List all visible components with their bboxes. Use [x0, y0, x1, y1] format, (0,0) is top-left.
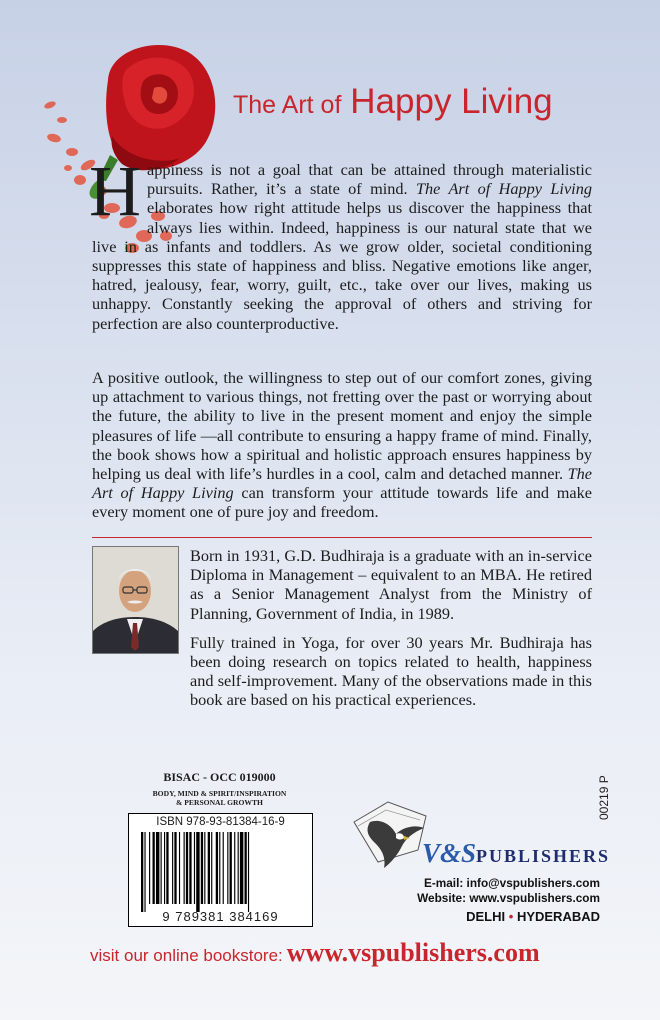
barcode-bar	[186, 832, 188, 904]
barcode-bar	[227, 832, 228, 904]
description-paragraph-2	[92, 368, 592, 522]
publisher-cities	[390, 909, 600, 924]
barcode-number: 9 789381 384169	[162, 909, 279, 924]
barcode-bar	[219, 832, 220, 904]
barcode-bar	[149, 832, 150, 904]
barcode-bar	[248, 832, 249, 912]
para1-text-a: appiness is not a goal that can be attained through materialistic pursuits. Rather, it’s a state of mind.	[147, 160, 592, 199]
barcode-bar	[208, 832, 210, 904]
section-divider	[92, 537, 592, 538]
barcode-bar	[179, 832, 180, 904]
publisher-name-vs: V&S	[422, 838, 477, 868]
para1-book-title: The Art of Happy Living	[415, 179, 592, 199]
barcode-bar	[166, 832, 168, 904]
city-hyderabad: HYDERABAD	[516, 909, 600, 924]
author-bio-paragraph-2: Fully trained in Yoga, for over 30 years Mr. Budhiraja has been doing research on topics related to health, happiness and self-improvement. Many of the observations made in this book are based on his practical experiences.	[190, 632, 592, 710]
author-bio-paragraph-1: Born in 1931, G.D. Budhiraja is a graduate with an in-service Diploma in Management – equivalent to an MBA. He retired as a Senior Management Analyst from the Ministry of Planning, Government of India, in 1989.	[190, 546, 592, 623]
product-code: 00219 P	[597, 775, 611, 820]
barcode-bar	[238, 832, 239, 904]
barcode-bar	[153, 832, 155, 904]
isbn-barcode-box	[128, 813, 313, 927]
online-store-banner	[90, 938, 540, 968]
para2-text-b: can transform your attitude towards life and make every moment one of pure joy and freedom.	[92, 483, 593, 522]
para1-text-b: elaborates how right attitude helps us discover the happiness that always lies within. Indeed, happiness is our natural state that we live in as infants and toddlers. As we grow older, societal conditioning suppresses this state of happiness and bliss. Negative emotions like anger, hatred, jealousy, fear, worry, guilt, etc., take over our lives, making us unhappy. Constantly seeking the approval of others and striving for perfection are also counterproductive.	[92, 198, 592, 333]
barcode-bar	[184, 832, 185, 904]
barcode-bar	[194, 832, 195, 904]
barcode-bar	[164, 832, 165, 904]
drop-cap: H	[89, 151, 141, 231]
barcode-bar	[161, 832, 162, 904]
publisher-website: Website: www.vspublishers.com	[417, 891, 600, 905]
title-part2: Happy Living	[350, 82, 553, 121]
publisher-email: E-mail: info@vspublishers.com	[423, 876, 600, 890]
para2-text-a: A positive outlook, the willingness to step out of our comfort zones, giving up attachment to various things, not fretting over the past or worrying about the future, the ability to live in the present moment and enjoy the simple pleasures of life —all contribute to ensuring a happy frame of mind. Finally, the book shows how a spiritual and holistic approach ensures happiness by helping us deal with life’s hurdles in a cool, calm and detached manner.	[92, 368, 592, 484]
city-separator: •	[508, 909, 514, 924]
publisher-contact	[390, 876, 600, 924]
barcode-bar	[245, 832, 247, 904]
bisac-category-line1: BODY, MIND & SPIRIT/INSPIRATION	[152, 789, 287, 798]
barcode-bar	[189, 832, 191, 904]
isbn-label: ISBN 978-93-81384-16-9	[156, 816, 285, 828]
city-delhi: DELHI	[466, 909, 506, 924]
barcode-bar	[223, 832, 224, 904]
barcode-bar	[144, 832, 145, 912]
barcode-bar	[174, 832, 176, 904]
barcode-bar	[216, 832, 218, 904]
store-url: www.vspublishers.com	[286, 938, 540, 967]
bisac-category-line2: & PERSONAL GROWTH	[176, 798, 263, 807]
bisac-code: BISAC - OCC 019000	[163, 770, 276, 784]
barcode-bar	[201, 832, 203, 904]
publisher-name	[422, 838, 610, 869]
barcode-bar	[234, 832, 235, 904]
barcode-bar	[156, 832, 159, 904]
bisac-block	[128, 770, 311, 807]
barcode-bar	[230, 832, 232, 904]
publisher-name-rest: PUBLISHERS	[476, 846, 611, 866]
para2-book-title: The Art of Happy Living	[92, 464, 593, 503]
barcode-bar	[240, 832, 243, 904]
title-part1: The Art of	[233, 91, 342, 119]
description-paragraph-1	[89, 151, 592, 333]
barcode-bar	[204, 832, 205, 904]
barcode-bar	[172, 832, 173, 904]
book-title	[233, 82, 553, 122]
barcode-image	[139, 832, 302, 912]
store-lead-text: visit our online bookstore:	[90, 946, 283, 965]
barcode-bar	[196, 832, 199, 912]
author-bio	[190, 546, 592, 720]
author-photo	[92, 546, 179, 654]
barcode-bar	[211, 832, 212, 904]
barcode-bar	[141, 832, 143, 912]
eagle-logo-icon	[348, 792, 432, 872]
